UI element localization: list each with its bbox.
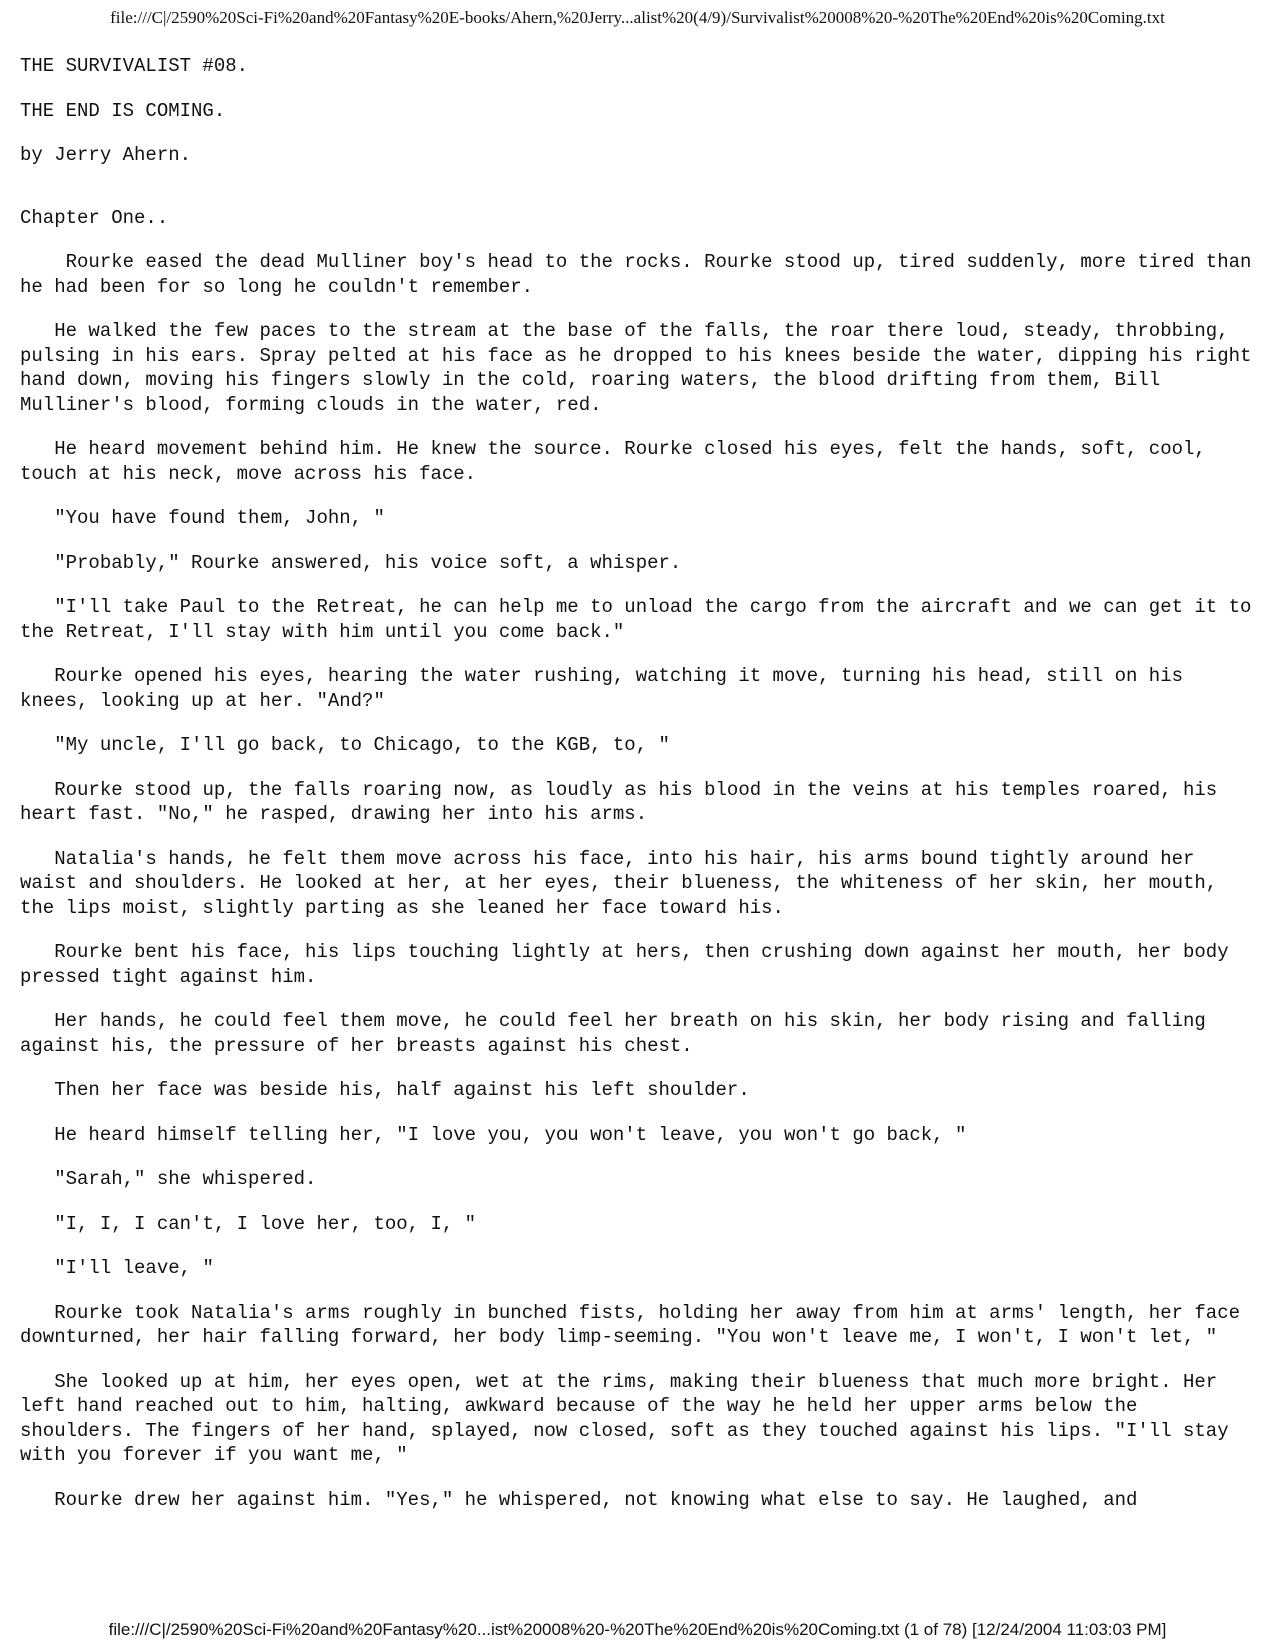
paragraph: "I'll leave, " bbox=[20, 1257, 214, 1279]
paragraph: "Probably," Rourke answered, his voice soft, a whisper. bbox=[20, 551, 682, 574]
paragraph: "Sarah," she whispered. bbox=[20, 1168, 317, 1190]
paragraph: Rourke bent his face, his lips touching lightly at hers, then crushing down against her mouth, her body pressed tight against him. bbox=[20, 941, 1241, 988]
paragraph: Natalia's hands, he felt them move across his face, into his hair, his arms bound tightly around her waist and shoulders. He looked at her, at her eyes, their blueness, the whiteness of her skin, her mouth, the lips moist, slightly parting as she leaned her face toward his. bbox=[20, 847, 1229, 919]
paragraph: He walked the few paces to the stream at the base of the falls, the roar there loud, steady, throbbing, pulsing in his ears. Spray pelted at his face as he dropped to his knees beside the water, dipping his right hand down, moving his fingers slowly in the cold, roaring waters, the blood drifting from them, Bill Mulliner's blood, forming clouds in the water, red. bbox=[20, 320, 1263, 416]
header-file-path: file:///C|/2590%20Sci-Fi%20and%20Fantasy%20E-books/Ahern,%20Jerry...alist%20(4/9)/Survivalist%20008%20-%20The%20End%20is%20Coming.txt bbox=[110, 8, 1165, 27]
paragraph: "My uncle, I'll go back, to Chicago, to the KGB, to, " bbox=[20, 734, 670, 756]
paragraph: Rourke took Natalia's arms roughly in bunched fists, holding her away from him at arms' length, her face downturned, her hair falling forward, her body limp-seeming. "You won't leave me, I won't, I won't let, " bbox=[20, 1301, 1252, 1348]
paragraph: Then her face was beside his, half against his left shoulder. bbox=[20, 1079, 750, 1101]
paragraph: He heard himself telling her, "I love you, you won't leave, you won't go back, " bbox=[20, 1123, 967, 1146]
paragraph: Rourke eased the dead Mulliner boy's head to the rocks. Rourke stood up, tired suddenly, more tired than he had been for so long he couldn't remember. bbox=[20, 251, 1263, 298]
paragraph: "You have found them, John, " bbox=[20, 507, 385, 529]
footer-file-info: file:///C|/2590%20Sci-Fi%20and%20Fantasy%20...ist%20008%20-%20The%20End%20is%20Coming.txt (1 of 78) [12/24/2004 11:03:03 PM] bbox=[108, 1620, 1167, 1639]
series-title: THE SURVIVALIST #08. bbox=[20, 55, 249, 77]
paragraph: Rourke drew her against him. "Yes," he whispered, not knowing what else to say. He laughed, and bbox=[20, 1488, 1138, 1511]
chapter-heading: Chapter One.. bbox=[20, 206, 169, 229]
paragraph: Her hands, he could feel them move, he could feel her breath on his skin, her body rising and falling against his, the pressure of her breasts against his chest. bbox=[20, 1010, 1218, 1057]
paragraph: He heard movement behind him. He knew the source. Rourke closed his eyes, felt the hands, soft, cool, touch at his neck, move across his face. bbox=[20, 438, 1218, 485]
paragraph: "I'll take Paul to the Retreat, he can help me to unload the cargo from the aircraft and we can get it to the Retreat, I'll stay with him until you come back." bbox=[20, 596, 1263, 643]
paragraph: She looked up at him, her eyes open, wet at the rims, making their blueness that much more bright. Her left hand reached out to him, halting, awkward because of the way he held her upper arms below the shoulders. The fingers of her hand, splayed, now closed, soft as they touched against his lips. "I'll stay with you forever if you want me, " bbox=[20, 1370, 1241, 1466]
paragraph: "I, I, I can't, I love her, too, I, " bbox=[20, 1212, 477, 1235]
book-title: THE END IS COMING. bbox=[20, 99, 226, 122]
author-line: by Jerry Ahern. bbox=[20, 144, 192, 166]
paragraph: Rourke opened his eyes, hearing the water rushing, watching it move, turning his head, still on his knees, looking up at her. "And?" bbox=[20, 665, 1195, 712]
paragraph: Rourke stood up, the falls roaring now, as loudly as his blood in the veins at his temples roared, his heart fast. "No," he rasped, drawing her into his arms. bbox=[20, 778, 1229, 825]
document-body bbox=[20, 54, 1263, 1532]
